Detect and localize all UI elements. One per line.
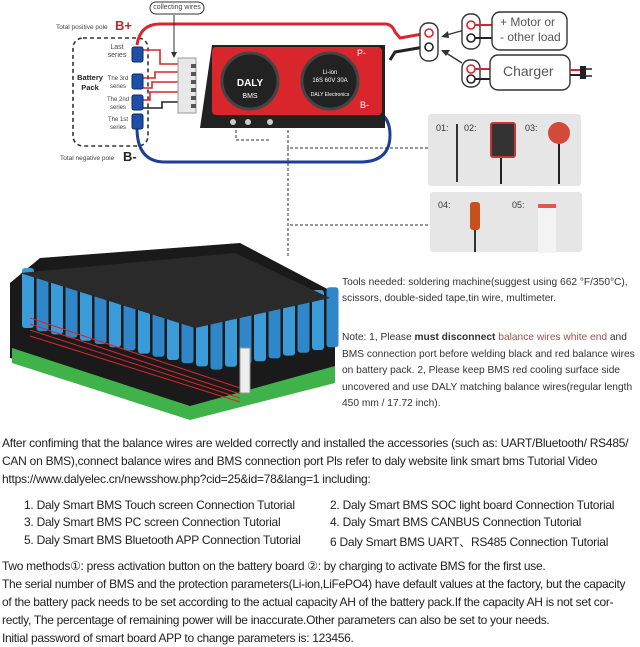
bms-b-minus-label: B- [360,100,369,110]
list-item: 6 Daly Smart BMS UART、RS485 Connection Tutorial [330,535,609,549]
total-positive-pole-label: Total positive pole [56,24,108,31]
accessories-panel-2 [430,192,582,252]
footer-line: rectly, The percentage of remaining power will be inaccurate.Other parameters can also be set to your needs. [2,613,550,627]
list-item: 1. Daly Smart BMS Touch screen Connection Tutorial [24,498,295,512]
cable-icon [474,230,476,252]
positive-wire [137,24,428,45]
intro-paragraph [2,434,638,488]
svg-text:Li-ion: Li-ion [322,70,338,76]
note-highlight: balance wires white end [498,332,608,343]
accessory-01-label: 01: [436,123,449,133]
plus-sign: + [500,15,508,29]
minus-sign: - [500,30,504,44]
list-item: 5. Daly Smart BMS Bluetooth APP Connection Tutorial [24,533,301,547]
b-minus-label: B- [123,149,137,164]
temperature-probe-icon [456,124,458,182]
activation-button-icon [548,122,570,144]
cable-icon [500,158,502,184]
bms-p-minus-label: P- [357,48,366,58]
collecting-wires-label: collecting wires [153,4,201,11]
paragraph-line: CAN on BMS),connect balance wires and BMS connection port Pls refer to daly website link smart bms Tutorial Video [2,454,598,468]
motor-label-line1: Motor or [510,15,556,29]
note-rest: and BMS connection port before welding black and red balance wires on battery pack. 2, Please keep BMS red cooling surface side uncovered and use DALY matching balance wires(regular length 450 mm / 17.72 inch). [342,332,635,409]
note-text [342,330,637,413]
cable-icon [558,144,560,184]
footer-line: The serial number of BMS and the protection parameters(Li-ion,LiFePO4) have default values at the factory, but the capacity [2,577,626,591]
total-negative-pole-label: Total negative pole [60,155,115,162]
battery-pack-image [0,238,340,423]
series-label-1st: The 1st series [107,117,128,131]
svg-text:DALY Electronics: DALY Electronics [310,92,350,98]
battery-pack-label: Battery Pack [77,73,103,92]
charger-label: Charger [503,63,554,79]
battery-cells [132,47,143,129]
accessory-05-label: 05: [512,200,525,210]
series-label-3rd: The 3rd series [107,76,129,90]
paragraph-line: After confiming that the balance wires are welded correctly and installed the accessories (such as: UART/Bluetooth/ RS485/ [2,436,629,450]
svg-text:16S 60V 30A: 16S 60V 30A [312,78,348,84]
footer-line: Two methods①: press activation button on the battery board ②: by charging to activate BMS for the first use. [2,559,546,573]
svg-text:DALY: DALY [236,78,264,89]
list-item: 2. Daly Smart BMS SOC light board Connection Tutorial [330,498,615,512]
balance-plug [240,348,250,393]
list-item: 3. Daly Smart BMS PC screen Connection Tutorial [24,515,281,529]
accessories-panel-1 [428,114,581,186]
series-label-last: Last series [107,44,127,59]
soc-light-board-icon [490,122,516,158]
accessory-04-label: 04: [438,200,451,210]
activation-notes [2,557,638,647]
module-icon [538,204,556,253]
motor-label-line2: other load [507,30,561,44]
b-plus-label: B+ [115,18,132,33]
usb-uart-cable-icon [470,202,480,230]
note-bold: must disconnect [414,332,496,343]
battery-cell [327,287,339,347]
svg-text:BMS: BMS [242,93,258,100]
note-prefix: Note: 1, Please [342,332,415,343]
footer-line: of the battery pack needs to be set according to the actual capacity AH of the battery pack.If the capacity AH is not set cor- [2,595,614,609]
accessory-03-label: 03: [525,123,538,133]
footer-line: Initial password of smart board APP to change parameters is: 123456. [2,631,354,645]
series-label-2nd: The 2nd series [106,97,130,111]
list-item: 4. Daly Smart BMS CANBUS Connection Tutorial [330,515,582,529]
tutorial-link[interactable]: https://www.dalyelec.cn/newsshow.php?cid=25&id=78&lang=1 including: [2,472,371,486]
motor-label [500,15,561,45]
plug-icon [580,66,586,79]
tools-needed-text: Tools needed: soldering machine(suggest using 662 °F/350°C), scissors, double-sided tape,tin wire, multimeter. [342,277,628,304]
accessory-02-label: 02: [464,123,477,133]
